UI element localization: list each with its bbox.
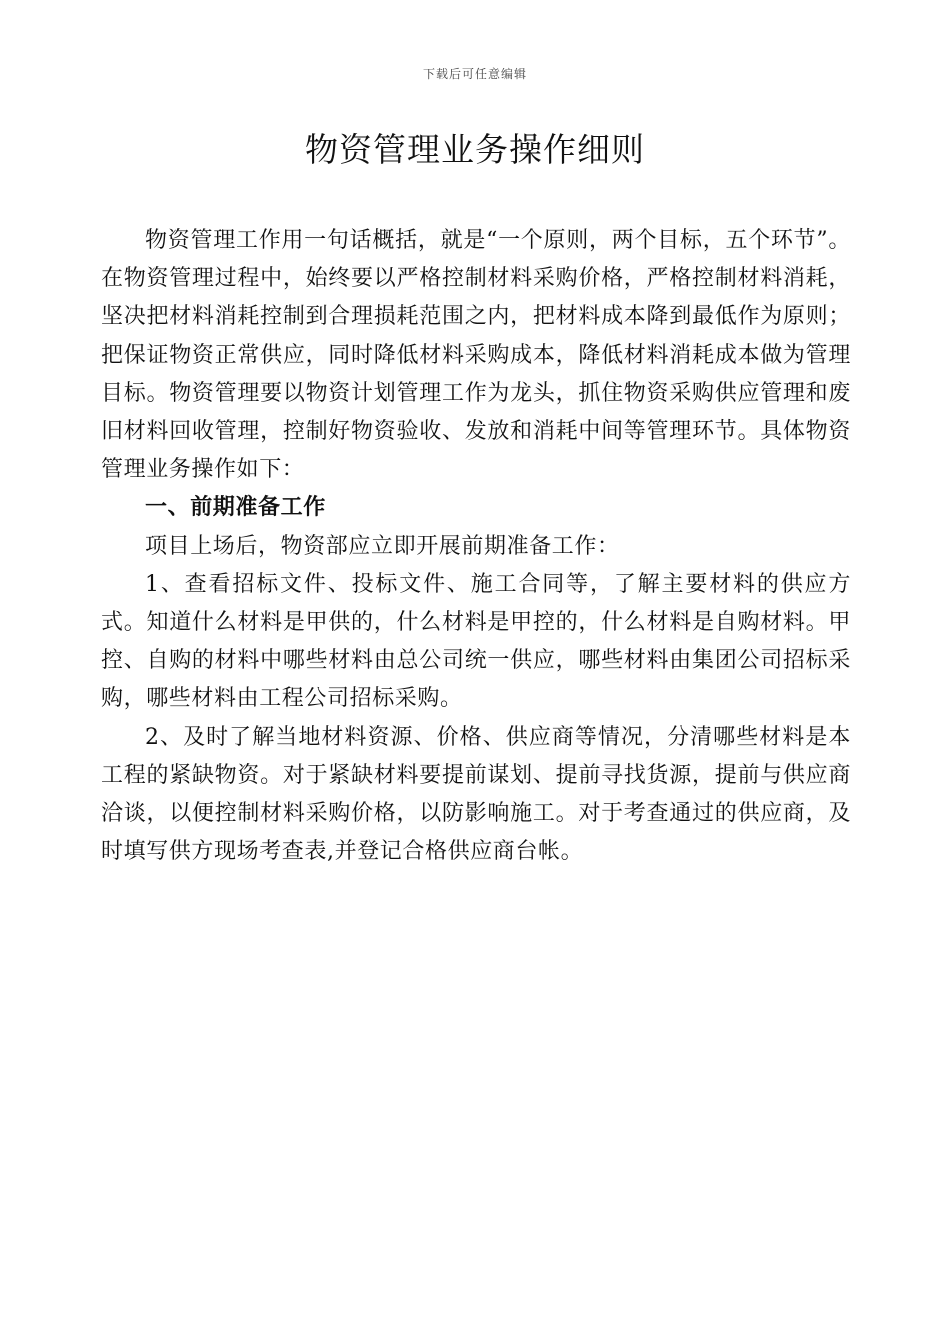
header-note: 下载后可任意编辑 [422, 67, 527, 81]
document-body [101, 222, 851, 871]
document-title: 物资管理业务操作细则 [305, 130, 645, 169]
section-intro-paragraph: 项目上场后，物资部应立即开展前期准备工作： [145, 533, 620, 559]
item-2-paragraph: 2、及时了解当地材料资源、价格、供应商等情况，分清哪些材料是本工程的紧缺物资。对于紧缺材料要提前谋划、提前寻找货源，提前与供应商洽谈，以便控制材料采购价格，以防影响施工。对于考查通过的供应商，及时填写供方现场考查表,并登记合格供应商台帐。 [101, 724, 851, 865]
section-heading: 一、前期准备工作 [145, 495, 326, 521]
intro-paragraph: 物资管理工作用一句话概括，就是“一个原则，两个目标，五个环节”。在物资管理过程中，始终要以严格控制材料采购价格，严格控制材料消耗，坚决把材料消耗控制到合理损耗范围之内，把材料成本降到最低作为原则；把保证物资正常供应，同时降低材料采购成本，降低材料消耗成本做为管理目标。物资管理要以物资计划管理工作为龙头，抓住物资采购供应管理和废旧材料回收管理，控制好物资验收、发放和消耗中间等管理环节。具体物资管理业务操作如下： [101, 228, 851, 483]
item-1-paragraph: 1、查看招标文件、投标文件、施工合同等，了解主要材料的供应方式。知道什么材料是甲供的，什么材料是甲控的，什么材料是自购材料。甲控、自购的材料中哪些材料由总公司统一供应，哪些材料由集团公司招标采购，哪些材料由工程公司招标采购。 [101, 571, 851, 712]
